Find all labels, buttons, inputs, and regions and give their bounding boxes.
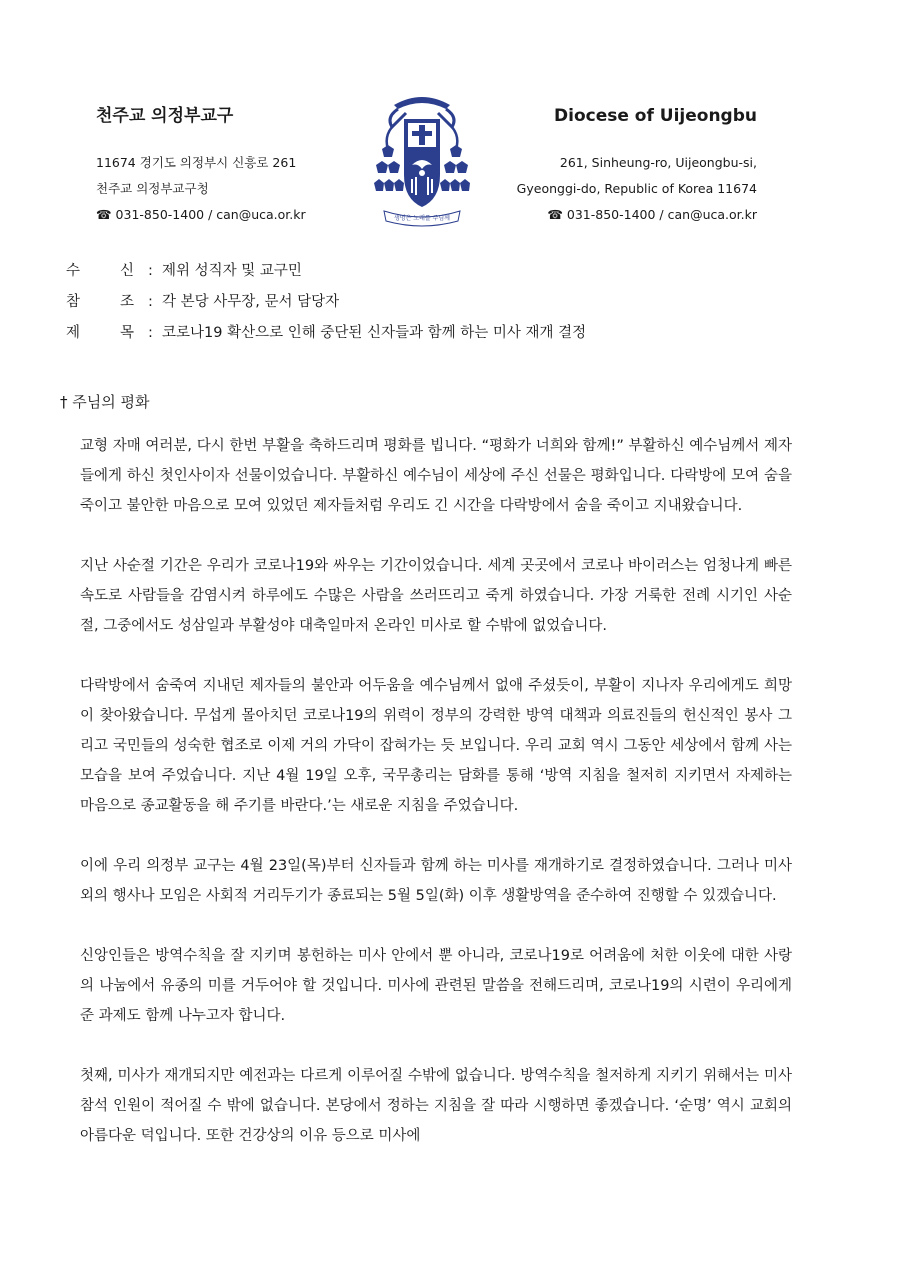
header-left xyxy=(96,104,396,228)
address-english-line1: 261, Sinheung-ro, Uijeongbu-si, xyxy=(559,155,757,170)
recipient-row: 수 신 : 제위 성직자 및 교구민 xyxy=(66,256,826,287)
paragraph: 신앙인들은 방역수칙을 잘 지키며 봉헌하는 미사 안에서 뿐 아니라, 코로나19로 어려움에 처한 이웃에 대한 사랑의 나눔에서 유종의 미를 거두어야 할 것입니다. 미사에 관련된 말씀을 전해드리며, 코로나19의 시련이 우리에게 준 과제도 함께 나누고자 합니다. xyxy=(80,948,792,1024)
subject-value: 코로나19 확산으로 인해 중단된 신자들과 함께 하는 미사 재개 결정 xyxy=(162,325,587,341)
header-right xyxy=(427,104,757,228)
cc-label: 참 조 xyxy=(66,294,134,310)
contact-right: ☎ 031-850-1400 / can@uca.or.kr xyxy=(547,207,757,222)
greeting: † 주님의 평화 xyxy=(60,393,150,411)
paragraph: 첫째, 미사가 재개되지만 예전과는 다르게 이루어질 수밖에 없습니다. 방역수칙을 철저하게 지키기 위해서는 미사 참석 인원이 적어질 수 밖에 없습니다. 본당에서 정하는 지침을 잘 따라 시행하면 좋겠습니다. ‘순명’ 역시 교회의 아름다운 덕입니다. 또한 건강상의 이유 등으로 미사에 xyxy=(80,1068,792,1144)
paragraph: 교형 자매 여러분, 다시 한번 부활을 축하드리며 평화를 빕니다. “평화가 너희와 함께!” 부활하신 예수님께서 제자들에게 하신 첫인사이자 선물이었습니다. 부활하신 예수님이 세상에 주신 선물은 평화입니다. 다락방에 모여 숨을 죽이고 불안한 마음으로 모여 있었던 제자들처럼 우리도 긴 시간을 다락방에서 숨을 죽이고 지내왔습니다. xyxy=(80,438,792,514)
letter-body xyxy=(80,431,792,1181)
subject-row: 제 목 : 코로나19 확산으로 인해 중단된 신자들과 함께 하는 미사 재개 결정 xyxy=(66,318,826,349)
office-name: 천주교 의정부교구청 xyxy=(96,181,209,196)
letter-meta xyxy=(66,256,826,349)
recipient-value: 제위 성직자 및 교구민 xyxy=(162,263,302,279)
paragraph: 다락방에서 숨죽여 지내던 제자들의 불안과 어두움을 예수님께서 없애 주셨듯이, 부활이 지나자 우리에게도 희망이 찾아왔습니다. 무섭게 몰아치던 코로나19의 위력이 정부의 강력한 방역 대책과 의료진들의 헌신적인 봉사 그리고 국민들의 성숙한 협조로 이제 거의 가닥이 잡혀가는 듯 보입니다. 우리 교회 역시 그동안 세상에서 함께 사는 모습을 보여 주었습니다. 지난 4월 19일 오후, 국무총리는 담화를 통해 ‘방역 지침을 철저히 지키면서 자제하는 마음으로 종교활동을 해 주기를 바란다.’는 새로운 지침을 주었습니다. xyxy=(80,678,792,814)
address-english-line2: Gyeonggi-do, Republic of Korea 11674 xyxy=(516,181,757,196)
org-name-korean: 천주교 의정부교구 xyxy=(96,106,234,126)
cc-row: 참 조 : 각 본당 사무장, 문서 담당자 xyxy=(66,287,826,318)
emblem-motto: 생명은 노래를 주님께 xyxy=(394,215,450,222)
recipient-label: 수 신 xyxy=(66,263,134,279)
paragraph: 지난 사순절 기간은 우리가 코로나19와 싸우는 기간이었습니다. 세계 곳곳에서 코로나 바이러스는 엄청나게 빠른 속도로 사람들을 감염시켜 하루에도 수많은 사람을 쓰러뜨리고 죽게 하였습니다. 가장 거룩한 전례 시기인 사순절, 그중에서도 성삼일과 부활성야 대축일마저 온라인 미사로 할 수밖에 없었습니다. xyxy=(80,558,792,634)
contact-left: ☎ 031-850-1400 / can@uca.or.kr xyxy=(96,207,306,222)
cc-value: 각 본당 사무장, 문서 담당자 xyxy=(162,294,340,310)
org-name-english: Diocese of Uijeongbu xyxy=(554,106,757,126)
paragraph: 이에 우리 의정부 교구는 4월 23일(목)부터 신자들과 함께 하는 미사를 재개하기로 결정하였습니다. 그러나 미사 외의 행사나 모임은 사회적 거리두기가 종료되는 5월 5일(화) 이후 생활방역을 준수하여 진행할 수 있겠습니다. xyxy=(80,858,792,904)
address-korean: 11674 경기도 의정부시 신흥로 261 xyxy=(96,155,297,170)
subject-label: 제 목 xyxy=(66,325,134,341)
